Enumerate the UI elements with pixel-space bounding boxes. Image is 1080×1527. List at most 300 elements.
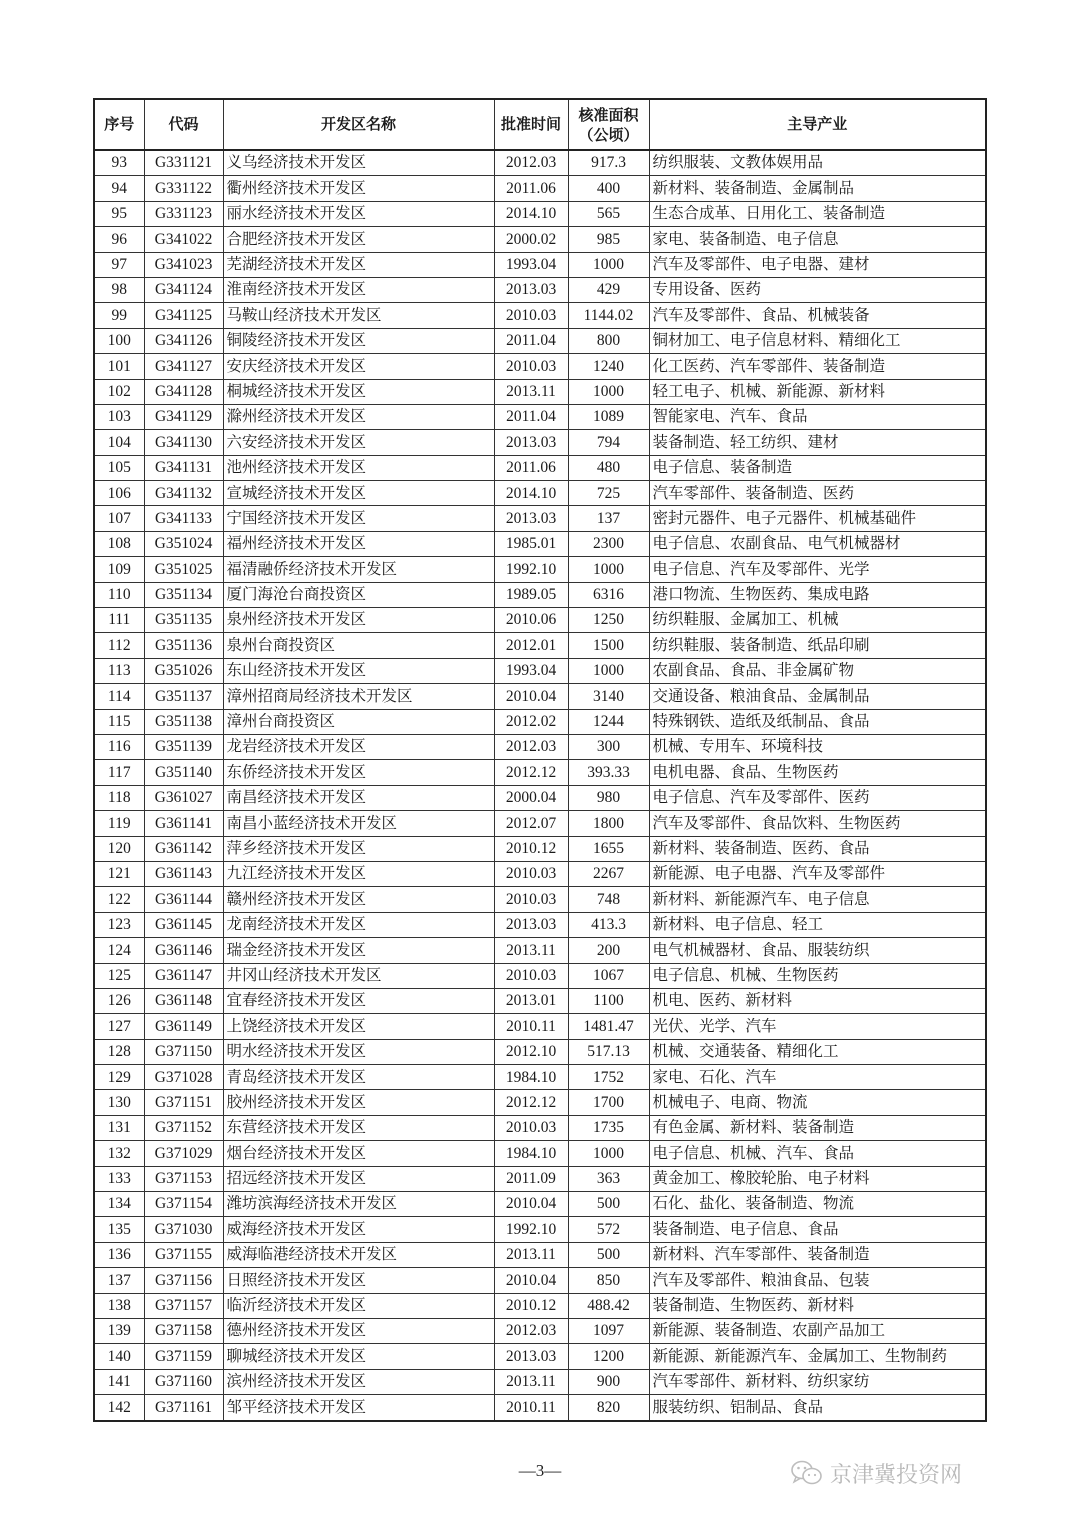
row-code: G361149 — [144, 1014, 223, 1039]
table-row — [94, 277, 986, 302]
table-row — [94, 328, 986, 353]
row-zone-name: 漳州台商投资区 — [223, 709, 494, 734]
row-zone-name: 东山经济技术开发区 — [223, 658, 494, 683]
row-zone-name: 邹平经济技术开发区 — [223, 1395, 494, 1421]
table-row — [94, 633, 986, 658]
row-index: 138 — [94, 1293, 144, 1318]
row-leading-industry: 电机电器、食品、生物医药 — [649, 760, 986, 785]
watermark — [790, 1458, 962, 1488]
row-code: G351026 — [144, 658, 223, 683]
row-zone-name: 九江经济技术开发区 — [223, 861, 494, 886]
row-index: 136 — [94, 1242, 144, 1267]
row-zone-name: 青岛经济技术开发区 — [223, 1065, 494, 1090]
row-approved-area: 1481.47 — [568, 1014, 649, 1039]
row-zone-name: 宜春经济技术开发区 — [223, 988, 494, 1013]
row-approved-area: 1067 — [568, 963, 649, 988]
row-index: 105 — [94, 455, 144, 480]
table-row — [94, 1293, 986, 1318]
row-approved-area: 748 — [568, 887, 649, 912]
row-leading-industry: 汽车零部件、新材料、纺织家纺 — [649, 1369, 986, 1394]
table-header-row — [94, 99, 986, 150]
row-approved-area: 1100 — [568, 988, 649, 1013]
row-zone-name: 招远经济技术开发区 — [223, 1166, 494, 1191]
row-leading-industry: 机电、医药、新材料 — [649, 988, 986, 1013]
row-approval-date: 2013.11 — [494, 379, 568, 404]
table-row — [94, 912, 986, 937]
table-row — [94, 1318, 986, 1343]
row-leading-industry: 电子信息、汽车及零部件、光学 — [649, 557, 986, 582]
row-code: G361144 — [144, 887, 223, 912]
row-approved-area: 393.33 — [568, 760, 649, 785]
row-approved-area: 413.3 — [568, 912, 649, 937]
row-index: 127 — [94, 1014, 144, 1039]
row-index: 137 — [94, 1268, 144, 1293]
row-index: 99 — [94, 303, 144, 328]
row-zone-name: 泉州台商投资区 — [223, 633, 494, 658]
row-approval-date: 1993.04 — [494, 658, 568, 683]
row-code: G371160 — [144, 1369, 223, 1394]
row-leading-industry: 化工医药、汽车零部件、装备制造 — [649, 354, 986, 379]
row-approval-date: 2010.12 — [494, 836, 568, 861]
table-row — [94, 836, 986, 861]
row-code: G351025 — [144, 557, 223, 582]
row-index: 132 — [94, 1141, 144, 1166]
row-index: 120 — [94, 836, 144, 861]
row-approved-area: 1000 — [568, 658, 649, 683]
row-leading-industry: 新能源、装备制造、农副产品加工 — [649, 1318, 986, 1343]
row-zone-name: 萍乡经济技术开发区 — [223, 836, 494, 861]
row-approval-date: 2010.03 — [494, 1115, 568, 1140]
row-leading-industry: 电子信息、装备制造 — [649, 455, 986, 480]
row-zone-name: 威海经济技术开发区 — [223, 1217, 494, 1242]
row-leading-industry: 交通设备、粮油食品、金属制品 — [649, 684, 986, 709]
header-industry: 主导产业 — [649, 99, 986, 150]
row-zone-name: 上饶经济技术开发区 — [223, 1014, 494, 1039]
row-leading-industry: 新材料、汽车零部件、装备制造 — [649, 1242, 986, 1267]
row-approval-date: 2014.10 — [494, 201, 568, 226]
row-approval-date: 2010.03 — [494, 887, 568, 912]
row-index: 131 — [94, 1115, 144, 1140]
row-index: 142 — [94, 1395, 144, 1421]
row-zone-name: 福州经济技术开发区 — [223, 531, 494, 556]
row-zone-name: 龙岩经济技术开发区 — [223, 734, 494, 759]
row-code: G331121 — [144, 150, 223, 176]
row-approved-area: 6316 — [568, 582, 649, 607]
header-name: 开发区名称 — [223, 99, 494, 150]
row-leading-industry: 纺织鞋服、金属加工、机械 — [649, 608, 986, 633]
row-approval-date: 2011.04 — [494, 404, 568, 429]
table-row — [94, 455, 986, 480]
row-code: G341133 — [144, 506, 223, 531]
row-index: 107 — [94, 506, 144, 531]
row-approval-date: 2013.03 — [494, 912, 568, 937]
row-index: 123 — [94, 912, 144, 937]
row-zone-name: 义乌经济技术开发区 — [223, 150, 494, 176]
row-code: G351135 — [144, 608, 223, 633]
row-approval-date: 2012.03 — [494, 150, 568, 176]
table-row — [94, 252, 986, 277]
row-approval-date: 2010.04 — [494, 684, 568, 709]
row-code: G341132 — [144, 481, 223, 506]
row-index: 114 — [94, 684, 144, 709]
row-leading-industry: 汽车零部件、装备制造、医药 — [649, 481, 986, 506]
row-code: G351139 — [144, 734, 223, 759]
row-index: 110 — [94, 582, 144, 607]
row-code: G331122 — [144, 176, 223, 201]
row-approved-area: 1089 — [568, 404, 649, 429]
row-approval-date: 2000.04 — [494, 785, 568, 810]
table-row — [94, 1369, 986, 1394]
row-zone-name: 临沂经济技术开发区 — [223, 1293, 494, 1318]
row-approved-area: 500 — [568, 1192, 649, 1217]
row-code: G371150 — [144, 1039, 223, 1064]
row-zone-name: 铜陵经济技术开发区 — [223, 328, 494, 353]
table-row — [94, 963, 986, 988]
row-approval-date: 2010.11 — [494, 1395, 568, 1421]
row-zone-name: 南昌小蓝经济技术开发区 — [223, 811, 494, 836]
table-row — [94, 684, 986, 709]
row-index: 141 — [94, 1369, 144, 1394]
row-leading-industry: 铜材加工、电子信息材料、精细化工 — [649, 328, 986, 353]
table-row — [94, 557, 986, 582]
row-approved-area: 2267 — [568, 861, 649, 886]
row-approved-area: 1244 — [568, 709, 649, 734]
table-row — [94, 1242, 986, 1267]
row-code: G361143 — [144, 861, 223, 886]
row-approval-date: 2000.02 — [494, 227, 568, 252]
row-leading-industry: 服装纺织、铝制品、食品 — [649, 1395, 986, 1421]
row-zone-name: 淮南经济技术开发区 — [223, 277, 494, 302]
row-approved-area: 1097 — [568, 1318, 649, 1343]
row-approved-area: 200 — [568, 938, 649, 963]
row-zone-name: 南昌经济技术开发区 — [223, 785, 494, 810]
row-approved-area: 480 — [568, 455, 649, 480]
row-code: G341131 — [144, 455, 223, 480]
row-zone-name: 厦门海沧台商投资区 — [223, 582, 494, 607]
row-leading-industry: 专用设备、医药 — [649, 277, 986, 302]
row-leading-industry: 港口物流、生物医药、集成电路 — [649, 582, 986, 607]
row-index: 95 — [94, 201, 144, 226]
row-approved-area: 500 — [568, 1242, 649, 1267]
row-code: G371161 — [144, 1395, 223, 1421]
row-leading-industry: 新材料、装备制造、金属制品 — [649, 176, 986, 201]
row-approval-date: 2011.06 — [494, 176, 568, 201]
row-leading-industry: 特殊钢铁、造纸及纸制品、食品 — [649, 709, 986, 734]
row-approval-date: 2014.10 — [494, 481, 568, 506]
row-leading-industry: 汽车及零部件、电子电器、建材 — [649, 252, 986, 277]
row-code: G371030 — [144, 1217, 223, 1242]
row-index: 97 — [94, 252, 144, 277]
row-leading-industry: 黄金加工、橡胶轮胎、电子材料 — [649, 1166, 986, 1191]
row-approved-area: 1144.02 — [568, 303, 649, 328]
row-approved-area: 429 — [568, 277, 649, 302]
row-approval-date: 1984.10 — [494, 1141, 568, 1166]
row-index: 117 — [94, 760, 144, 785]
table-row — [94, 201, 986, 226]
row-approval-date: 2010.03 — [494, 963, 568, 988]
row-approval-date: 2011.09 — [494, 1166, 568, 1191]
row-zone-name: 明水经济技术开发区 — [223, 1039, 494, 1064]
row-zone-name: 池州经济技术开发区 — [223, 455, 494, 480]
row-index: 103 — [94, 404, 144, 429]
row-approved-area: 1200 — [568, 1344, 649, 1369]
row-zone-name: 东侨经济技术开发区 — [223, 760, 494, 785]
row-zone-name: 桐城经济技术开发区 — [223, 379, 494, 404]
row-index: 111 — [94, 608, 144, 633]
row-code: G371028 — [144, 1065, 223, 1090]
row-index: 108 — [94, 531, 144, 556]
row-leading-industry: 机械电子、电商、物流 — [649, 1090, 986, 1115]
row-leading-industry: 纺织鞋服、装备制造、纸品印刷 — [649, 633, 986, 658]
row-approval-date: 2013.11 — [494, 1242, 568, 1267]
row-approval-date: 2010.11 — [494, 1014, 568, 1039]
row-approval-date: 2012.10 — [494, 1039, 568, 1064]
row-code: G371029 — [144, 1141, 223, 1166]
row-approval-date: 2011.04 — [494, 328, 568, 353]
table-row — [94, 176, 986, 201]
row-approved-area: 1800 — [568, 811, 649, 836]
row-leading-industry: 石化、盐化、装备制造、物流 — [649, 1192, 986, 1217]
row-approved-area: 1240 — [568, 354, 649, 379]
row-approval-date: 2011.06 — [494, 455, 568, 480]
row-approval-date: 2012.03 — [494, 1318, 568, 1343]
header-date: 批准时间 — [494, 99, 568, 150]
row-zone-name: 滁州经济技术开发区 — [223, 404, 494, 429]
row-approved-area: 1500 — [568, 633, 649, 658]
row-index: 129 — [94, 1065, 144, 1090]
row-approved-area: 1000 — [568, 1141, 649, 1166]
row-code: G361147 — [144, 963, 223, 988]
row-approval-date: 1985.01 — [494, 531, 568, 556]
row-leading-industry: 密封元器件、电子元器件、机械基础件 — [649, 506, 986, 531]
row-approved-area: 488.42 — [568, 1293, 649, 1318]
row-leading-industry: 新能源、新能源汽车、金属加工、生物制药 — [649, 1344, 986, 1369]
table-row — [94, 709, 986, 734]
row-approval-date: 1992.10 — [494, 1217, 568, 1242]
row-approved-area: 1735 — [568, 1115, 649, 1140]
table-row — [94, 379, 986, 404]
row-approved-area: 1655 — [568, 836, 649, 861]
row-zone-name: 潍坊滨海经济技术开发区 — [223, 1192, 494, 1217]
row-leading-industry: 生态合成革、日用化工、装备制造 — [649, 201, 986, 226]
row-code: G371155 — [144, 1242, 223, 1267]
table-row — [94, 1192, 986, 1217]
row-code: G341023 — [144, 252, 223, 277]
row-approved-area: 800 — [568, 328, 649, 353]
table-row — [94, 988, 986, 1013]
row-leading-industry: 装备制造、生物医药、新材料 — [649, 1293, 986, 1318]
row-zone-name: 东营经济技术开发区 — [223, 1115, 494, 1140]
row-index: 119 — [94, 811, 144, 836]
header-code: 代码 — [144, 99, 223, 150]
table-row — [94, 404, 986, 429]
row-zone-name: 六安经济技术开发区 — [223, 430, 494, 455]
row-approved-area: 517.13 — [568, 1039, 649, 1064]
row-approval-date: 2010.03 — [494, 861, 568, 886]
row-approved-area: 1000 — [568, 252, 649, 277]
row-approval-date: 2013.11 — [494, 938, 568, 963]
row-approved-area: 3140 — [568, 684, 649, 709]
row-leading-industry: 有色金属、新材料、装备制造 — [649, 1115, 986, 1140]
row-approved-area: 980 — [568, 785, 649, 810]
row-approved-area: 2300 — [568, 531, 649, 556]
row-leading-industry: 家电、石化、汽车 — [649, 1065, 986, 1090]
table-row — [94, 227, 986, 252]
row-code: G371156 — [144, 1268, 223, 1293]
row-code: G341126 — [144, 328, 223, 353]
row-index: 121 — [94, 861, 144, 886]
table-row — [94, 354, 986, 379]
row-zone-name: 漳州招商局经济技术开发区 — [223, 684, 494, 709]
row-index: 112 — [94, 633, 144, 658]
table-row — [94, 531, 986, 556]
page-number: —3— — [518, 1461, 562, 1480]
row-approval-date: 1993.04 — [494, 252, 568, 277]
row-zone-name: 衢州经济技术开发区 — [223, 176, 494, 201]
row-zone-name: 威海临港经济技术开发区 — [223, 1242, 494, 1267]
row-code: G371158 — [144, 1318, 223, 1343]
row-leading-industry: 电子信息、机械、汽车、食品 — [649, 1141, 986, 1166]
row-leading-industry: 新材料、装备制造、医药、食品 — [649, 836, 986, 861]
row-index: 122 — [94, 887, 144, 912]
row-index: 118 — [94, 785, 144, 810]
row-zone-name: 赣州经济技术开发区 — [223, 887, 494, 912]
row-approved-area: 1700 — [568, 1090, 649, 1115]
row-index: 106 — [94, 481, 144, 506]
row-code: G361142 — [144, 836, 223, 861]
row-index: 125 — [94, 963, 144, 988]
row-approved-area: 137 — [568, 506, 649, 531]
row-approved-area: 1000 — [568, 379, 649, 404]
row-approval-date: 2012.03 — [494, 734, 568, 759]
row-zone-name: 滨州经济技术开发区 — [223, 1369, 494, 1394]
row-approval-date: 2013.03 — [494, 1344, 568, 1369]
row-code: G341130 — [144, 430, 223, 455]
row-leading-industry: 机械、专用车、环境科技 — [649, 734, 986, 759]
row-approved-area: 1250 — [568, 608, 649, 633]
row-code: G341125 — [144, 303, 223, 328]
row-leading-industry: 电气机械器材、食品、服装纺织 — [649, 938, 986, 963]
row-approval-date: 2012.02 — [494, 709, 568, 734]
row-approved-area: 794 — [568, 430, 649, 455]
row-approved-area: 572 — [568, 1217, 649, 1242]
table-row — [94, 506, 986, 531]
table-body — [94, 150, 986, 1421]
row-index: 98 — [94, 277, 144, 302]
row-zone-name: 井冈山经济技术开发区 — [223, 963, 494, 988]
row-code: G371157 — [144, 1293, 223, 1318]
row-code: G371152 — [144, 1115, 223, 1140]
table-row — [94, 430, 986, 455]
row-code: G341127 — [144, 354, 223, 379]
row-approved-area: 363 — [568, 1166, 649, 1191]
row-code: G361145 — [144, 912, 223, 937]
row-code: G341124 — [144, 277, 223, 302]
row-leading-industry: 纺织服装、文教体娱用品 — [649, 150, 986, 176]
row-index: 94 — [94, 176, 144, 201]
row-approved-area: 917.3 — [568, 150, 649, 176]
row-index: 140 — [94, 1344, 144, 1369]
row-code: G361027 — [144, 785, 223, 810]
row-approval-date: 1989.05 — [494, 582, 568, 607]
row-index: 115 — [94, 709, 144, 734]
row-index: 124 — [94, 938, 144, 963]
row-index: 139 — [94, 1318, 144, 1343]
row-approval-date: 1984.10 — [494, 1065, 568, 1090]
table-row — [94, 303, 986, 328]
row-approval-date: 2012.01 — [494, 633, 568, 658]
row-index: 109 — [94, 557, 144, 582]
row-leading-industry: 新材料、新能源汽车、电子信息 — [649, 887, 986, 912]
table-row — [94, 582, 986, 607]
row-approval-date: 2012.12 — [494, 760, 568, 785]
row-zone-name: 泉州经济技术开发区 — [223, 608, 494, 633]
table-row — [94, 785, 986, 810]
table-row — [94, 481, 986, 506]
row-code: G361141 — [144, 811, 223, 836]
row-approved-area: 900 — [568, 1369, 649, 1394]
header-area — [568, 99, 649, 150]
table-row — [94, 938, 986, 963]
header-area-line2: （公顷） — [578, 125, 639, 144]
row-index: 130 — [94, 1090, 144, 1115]
row-code: G341129 — [144, 404, 223, 429]
table-row — [94, 1090, 986, 1115]
row-leading-industry: 家电、装备制造、电子信息 — [649, 227, 986, 252]
row-zone-name: 安庆经济技术开发区 — [223, 354, 494, 379]
row-index: 133 — [94, 1166, 144, 1191]
table-row — [94, 608, 986, 633]
row-approved-area: 1000 — [568, 557, 649, 582]
row-approval-date: 2013.03 — [494, 430, 568, 455]
table-row — [94, 658, 986, 683]
row-code: G351136 — [144, 633, 223, 658]
row-code: G361148 — [144, 988, 223, 1013]
row-approved-area: 850 — [568, 1268, 649, 1293]
table-row — [94, 861, 986, 886]
row-leading-industry: 轻工电子、机械、新能源、新材料 — [649, 379, 986, 404]
row-code: G351138 — [144, 709, 223, 734]
row-approved-area: 1752 — [568, 1065, 649, 1090]
table-row — [94, 1268, 986, 1293]
row-zone-name: 宣城经济技术开发区 — [223, 481, 494, 506]
row-leading-industry: 农副食品、食品、非金属矿物 — [649, 658, 986, 683]
row-code: G371159 — [144, 1344, 223, 1369]
table-row — [94, 1115, 986, 1140]
row-index: 93 — [94, 150, 144, 176]
table-row — [94, 1344, 986, 1369]
row-approval-date: 2012.07 — [494, 811, 568, 836]
table-row — [94, 1217, 986, 1242]
row-index: 113 — [94, 658, 144, 683]
row-approval-date: 2010.03 — [494, 354, 568, 379]
row-zone-name: 胶州经济技术开发区 — [223, 1090, 494, 1115]
table-row — [94, 811, 986, 836]
row-index: 135 — [94, 1217, 144, 1242]
row-approval-date: 2010.04 — [494, 1192, 568, 1217]
row-zone-name: 合肥经济技术开发区 — [223, 227, 494, 252]
row-zone-name: 宁国经济技术开发区 — [223, 506, 494, 531]
table-row — [94, 1065, 986, 1090]
row-approved-area: 300 — [568, 734, 649, 759]
table-row — [94, 887, 986, 912]
row-leading-industry: 电子信息、农副食品、电气机械器材 — [649, 531, 986, 556]
row-index: 134 — [94, 1192, 144, 1217]
row-approved-area: 820 — [568, 1395, 649, 1421]
row-index: 101 — [94, 354, 144, 379]
row-code: G371154 — [144, 1192, 223, 1217]
row-approval-date: 2013.11 — [494, 1369, 568, 1394]
